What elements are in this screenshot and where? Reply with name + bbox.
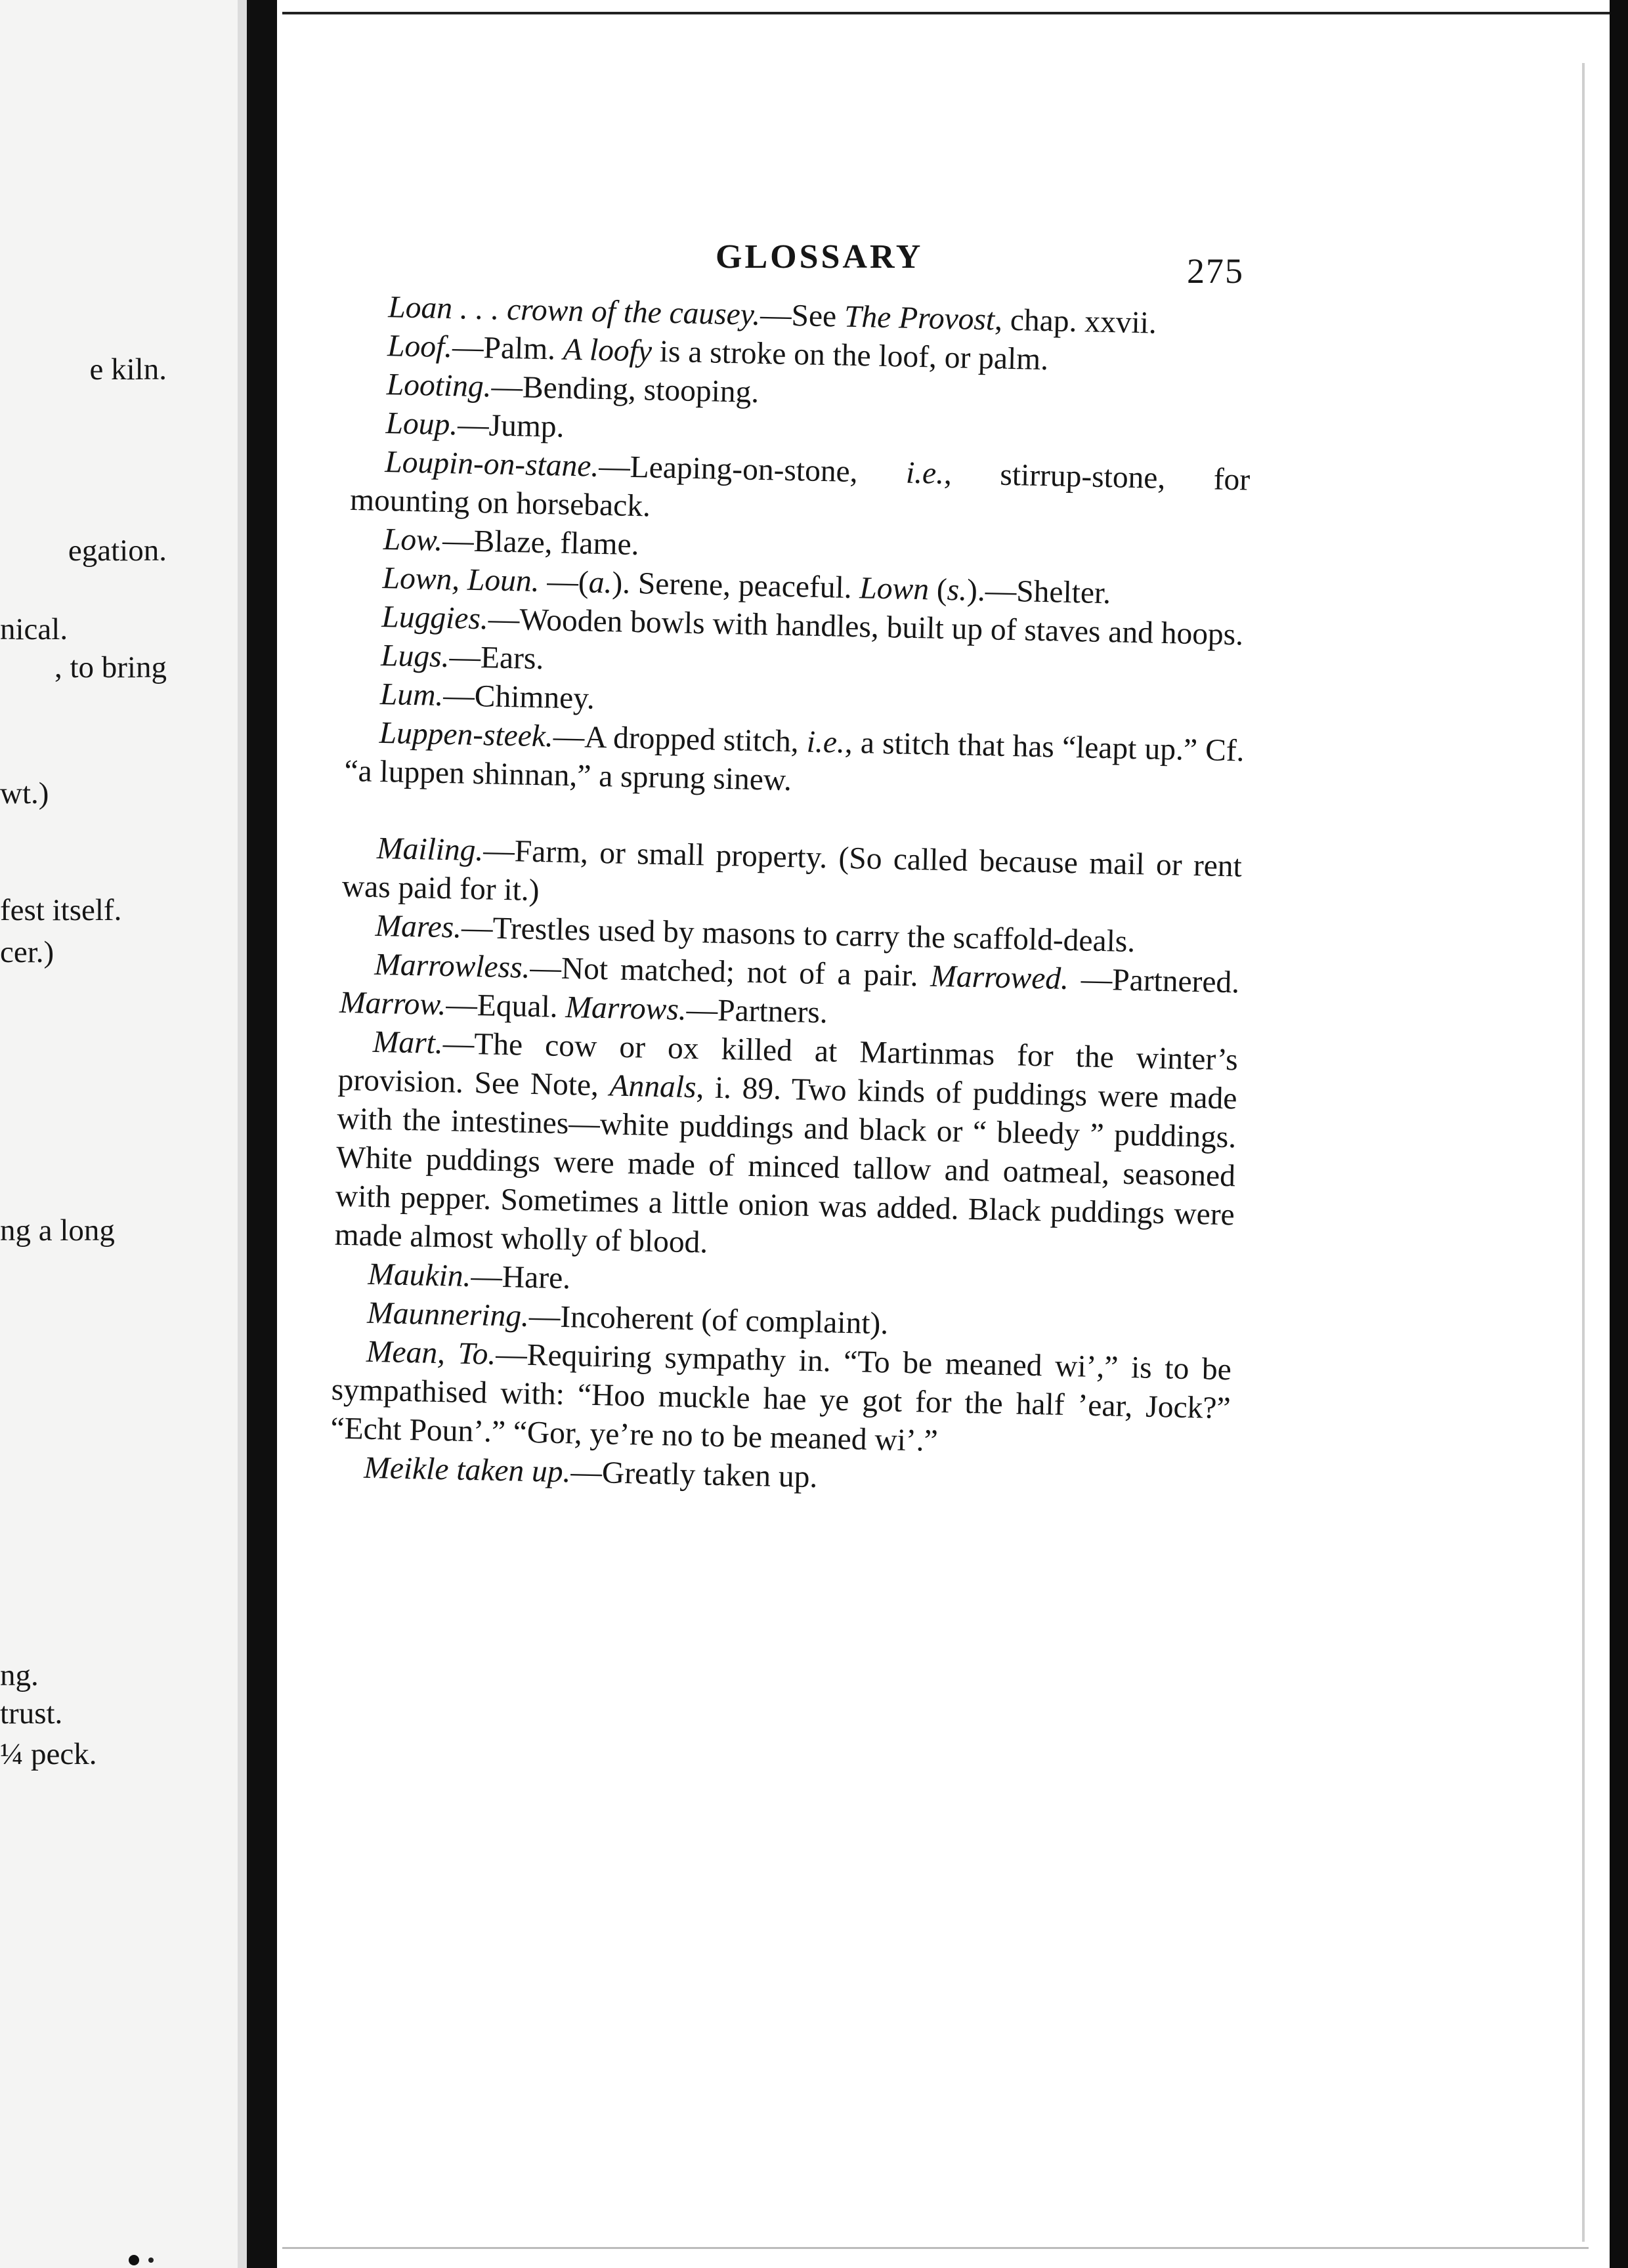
glossary-definition: —Not matched; not of a pair. Marrowed. —Partnered. Marrow.—Equal. Marrows.—Partners. <box>339 950 1240 1030</box>
glossary-definition: —A dropped stitch, i.e., a stitch that has “leapt up.” Cf. “a luppen shinnan,” a sprung sinew. <box>344 719 1245 798</box>
glossary-definition: —Wooden bowls with handles, built up of staves and hoops. <box>488 602 1244 652</box>
glossary-definition: —Chimney. <box>442 678 595 716</box>
glossary-definition: —(a.). Serene, peaceful. Lown (s.).—Shelter. <box>539 564 1111 611</box>
glossary-entry <box>330 1332 1232 1467</box>
page-right-edge <box>1582 63 1585 2242</box>
running-head: GLOSSARY <box>716 238 924 276</box>
glossary-term: Mares. <box>375 908 462 945</box>
glossary-term: Maukin. <box>367 1257 472 1294</box>
left-facing-page <box>0 0 244 2268</box>
glossary-term: Meikle taken up. <box>363 1450 572 1490</box>
scan-speck <box>148 2258 154 2263</box>
left-page-fragment: , to bring <box>54 650 167 684</box>
glossary-term: Loupin-on-stane. <box>384 445 599 484</box>
glossary-term: Lugs. <box>380 638 450 675</box>
glossary-term: Loof. <box>387 329 453 365</box>
glossary-term: Looting. <box>386 368 492 404</box>
glossary-term: Loan . . . crown of the causey. <box>387 290 761 332</box>
glossary-definition: —The cow or ox killed at Martinmas for the winter’s provision. See Note, Annals, i. 89. Two kinds of puddings were made with the intestines—white puddings and black or “ bleedy ” puddings. White puddings were made of minced tallow and oatmeal, seasoned with pepper. Sometimes a little onion was added. Black puddings were made almost wholly of blood. <box>334 1026 1239 1260</box>
glossary-term: Luppen-steek. <box>379 715 554 754</box>
glossary-definition: —Leaping-on-stone, i.e., stirrup-stone, for mounting on horseback. <box>349 449 1251 524</box>
scan-speck <box>129 2255 139 2265</box>
glossary-entries <box>330 287 1254 1505</box>
glossary-definition: —Palm. A loofy is a stroke on the loof, or palm. <box>452 330 1049 377</box>
page-bottom-edge <box>282 2247 1589 2249</box>
left-page-fragment: cer.) <box>0 935 54 969</box>
left-page-fragment: nical. <box>0 612 68 646</box>
left-page-fragment: e kiln. <box>89 352 167 387</box>
glossary-term: Lum. <box>379 677 444 713</box>
scan-border-right <box>1610 0 1628 2268</box>
left-page-fragment: fest itself. <box>0 893 122 927</box>
page-number: 275 <box>1187 251 1244 291</box>
glossary-definition: —Requiring sympathy in. “To be meaned wi’,” is to be sympathised with: “Hoo muckle hae ye got for the half ’ear, Jock?” “Echt Poun’.” “Gor, ye’re no to be meaned wi’.” <box>330 1337 1232 1458</box>
glossary-definition: —Farm, or small property. (So called because mail or rent was paid for it.) <box>341 833 1243 908</box>
glossary-term: Loup. <box>385 406 458 442</box>
left-page-fragment: egation. <box>68 534 167 568</box>
glossary-term: Maunnering. <box>366 1295 530 1334</box>
glossary-definition: —Ears. <box>448 640 544 677</box>
glossary-definition: —Hare. <box>470 1259 571 1296</box>
book-binding-gutter <box>247 0 277 2268</box>
glossary-term: Mailing. <box>376 831 484 868</box>
glossary-definition: —Bending, stooping. <box>491 369 760 410</box>
glossary-definition: —Greatly taken up. <box>570 1455 818 1495</box>
glossary-term: Marrowless. <box>374 947 530 985</box>
glossary-term: Mean, To. <box>366 1334 496 1372</box>
page-top-edge <box>282 12 1615 14</box>
page-edge-shadow <box>238 0 247 2268</box>
glossary-entry <box>334 1022 1238 1274</box>
left-page-fragment: ¼ peck. <box>0 1737 97 1771</box>
left-page-fragment: ng a long <box>0 1213 115 1248</box>
glossary-term: Lown, Loun. <box>382 560 540 598</box>
glossary-definition: —Trestles used by masons to carry the scaffold-deals. <box>461 910 1136 959</box>
glossary-definition: —Incoherent (of complaint). <box>528 1299 889 1341</box>
left-page-fragment: trust. <box>0 1696 63 1731</box>
left-page-fragment: ng. <box>0 1658 39 1692</box>
glossary-term: Luggies. <box>381 599 489 637</box>
glossary-definition: —See The Provost, chap. xxvii. <box>760 297 1157 341</box>
left-page-fragment: wt.) <box>0 776 49 810</box>
glossary-definition: —Jump. <box>457 408 565 444</box>
glossary-term: Low. <box>383 522 443 558</box>
glossary-term: Mart. <box>372 1024 444 1061</box>
glossary-definition: —Blaze, flame. <box>442 523 640 562</box>
